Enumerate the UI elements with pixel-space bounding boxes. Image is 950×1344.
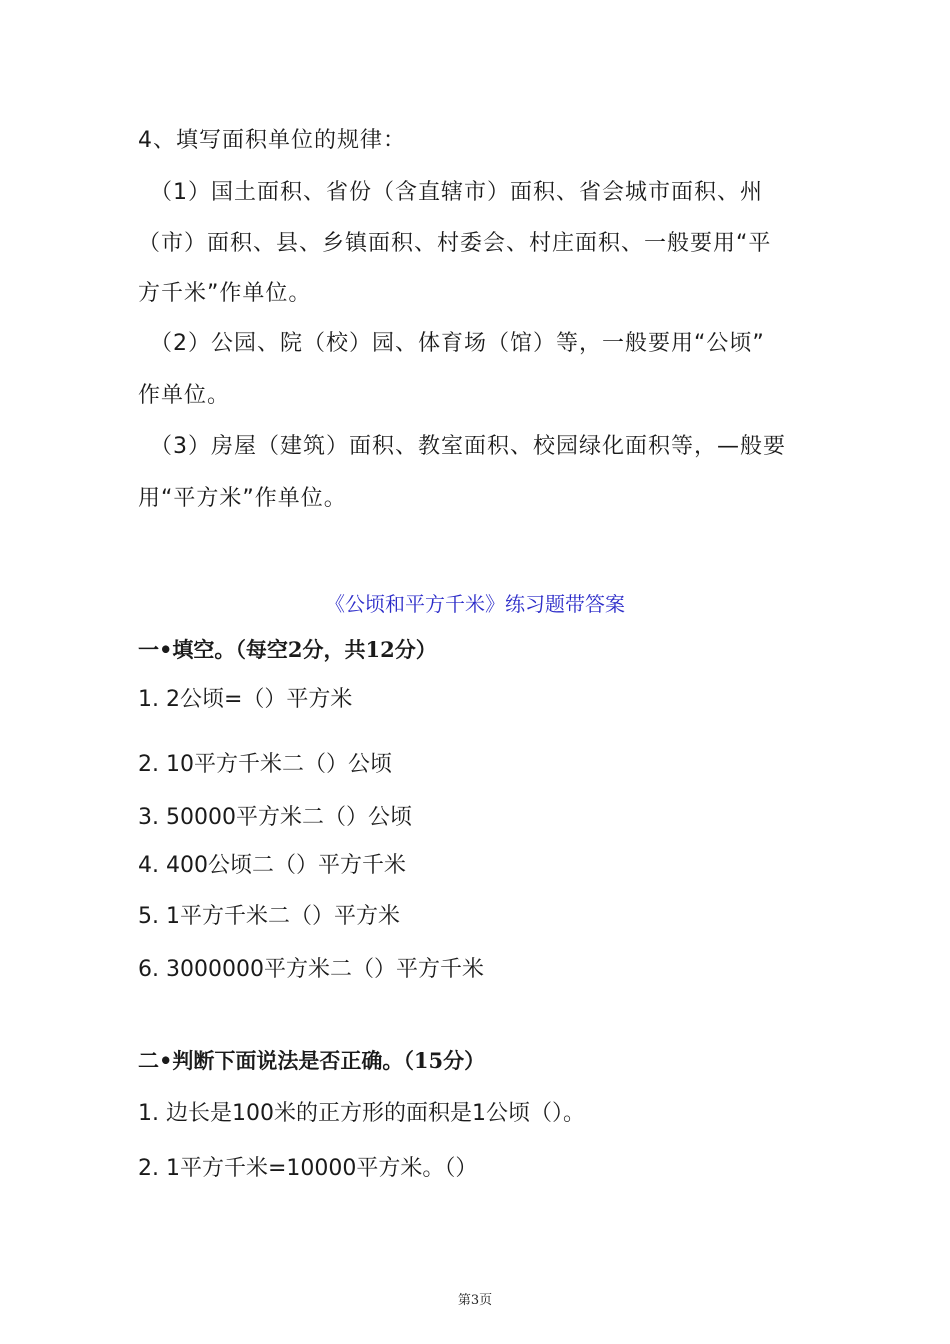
fill-item-3: 3. 50000平方米二（）公顷 — [138, 805, 412, 830]
part2-heading: 二•判断下面说法是否正确。（15分） — [138, 1048, 486, 1073]
fill-item-6: 6. 3000000平方米二（）平方千米 — [138, 957, 484, 982]
rule1-line3: 方千米”作单位。 — [138, 281, 312, 306]
rule1-line2: （市）面积、县、乡镇面积、村委会、村庄面积、一般要用“平 — [138, 231, 772, 256]
rule2-line2: 作单位。 — [138, 383, 231, 408]
part1-heading: 一•填空。（每空2分，共12分） — [138, 637, 437, 662]
judge-item-2: 2. 1平方千米=10000平方米。（） — [138, 1156, 478, 1181]
exercise-title: 《公顷和平方千米》练习题带答案 — [325, 592, 625, 616]
page-number: 第3页 — [457, 1293, 493, 1308]
rule1-line1: （1）国土面积、省份（含直辖市）面积、省会城市面积、州 — [150, 180, 763, 205]
rule3-line2: 用“平方米”作单位。 — [138, 486, 347, 511]
judge-item-1: 1. 边长是100米的正方形的面积是1公顷（）。 — [138, 1101, 585, 1126]
section4-heading: 4、填写面积单位的规律： — [138, 128, 406, 153]
rule2-line1: （2）公园、院（校）园、体育场（馆）等，一般要用“公顷” — [150, 331, 765, 356]
fill-item-5: 5. 1平方千米二（）平方米 — [138, 904, 400, 929]
rule3-line1: （3）房屋（建筑）面积、教室面积、校园绿化面积等，—般要 — [150, 434, 786, 459]
fill-item-2: 2. 10平方千米二（）公顷 — [138, 752, 392, 777]
fill-item-1: 1. 2公顷=（）平方米 — [138, 687, 353, 712]
fill-item-4: 4. 400公顷二（）平方千米 — [138, 853, 406, 878]
